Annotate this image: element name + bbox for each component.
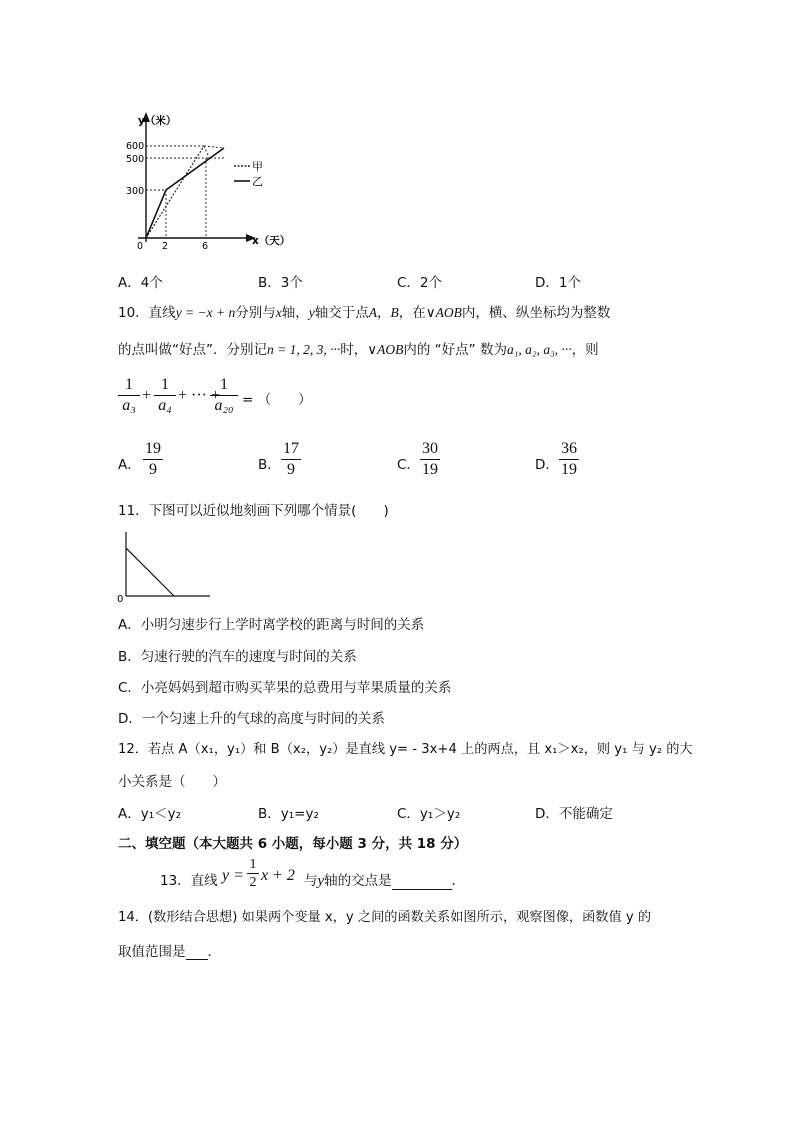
q11-decreasing-line bbox=[126, 548, 174, 596]
q10-equals-paren: = （ ） bbox=[242, 392, 312, 408]
y-tick-600: 600 bbox=[126, 141, 145, 152]
q11-stem: 11．下图可以近似地刻画下列哪个情景( ) bbox=[118, 503, 389, 519]
q12-line2: 小关系是（ ） bbox=[118, 774, 226, 790]
q10-option-d[interactable]: D． bbox=[535, 457, 559, 473]
y-axis-label: y（米） bbox=[138, 115, 177, 127]
y-tick-500: 500 bbox=[126, 154, 145, 165]
q13-prefix: 13．直线 bbox=[160, 873, 218, 889]
q13-answer-blank[interactable] bbox=[392, 875, 452, 890]
q9-option-a[interactable]: A．4个 bbox=[118, 275, 163, 291]
q10-sequence: a₁, a₂, a₃, ··· bbox=[506, 342, 572, 357]
q10-option-a[interactable]: A． bbox=[118, 457, 141, 473]
q9-option-c[interactable]: C．2个 bbox=[397, 275, 443, 291]
q11-origin: 0 bbox=[117, 594, 124, 604]
q14-line2: 取值范围是 ． bbox=[118, 944, 221, 960]
q10-frac-2: 1 a₄ bbox=[154, 376, 176, 415]
q13-rest: x + 2 bbox=[261, 867, 295, 884]
y-tick-300: 300 bbox=[126, 186, 145, 197]
q11-option-b[interactable]: B．匀速行驶的汽车的速度与时间的关系 bbox=[118, 649, 357, 665]
q10-plus-1: + bbox=[142, 387, 152, 404]
q12-option-a[interactable]: A．y₁＜y₂ bbox=[118, 806, 182, 822]
q10-line1: 10．直线y = −x + n分别与x轴，y轴交于点A，B，在∨AOB内，横、纵坐标均为整数 bbox=[118, 305, 611, 321]
q10-option-d-frac: 36 19 bbox=[561, 440, 577, 478]
legend-jia-label: 甲 bbox=[252, 160, 263, 173]
q11-option-d[interactable]: D．一个匀速上升的气球的高度与时间的关系 bbox=[118, 711, 385, 727]
q13-frac-half: 1 2 bbox=[247, 857, 259, 890]
legend-yi-label: 乙 bbox=[252, 175, 263, 188]
q10-option-b[interactable]: B． bbox=[258, 457, 281, 473]
q13-middle: 与y轴的交点是 ． bbox=[304, 873, 466, 889]
q12-option-d[interactable]: D．不能确定 bbox=[535, 806, 613, 822]
q14-answer-blank[interactable] bbox=[186, 945, 208, 960]
section-2-heading: 二、填空题（本大题共 6 小题，每小题 3 分，共 18 分） bbox=[118, 836, 468, 852]
series-jia-line bbox=[146, 146, 204, 238]
x-tick-2: 2 bbox=[162, 241, 169, 252]
q12-option-c[interactable]: C．y₁＞y₂ bbox=[397, 806, 461, 822]
q11-option-c[interactable]: C．小亮妈妈到超市购买苹果的总费用与苹果质量的关系 bbox=[118, 680, 452, 696]
q14-line1: 14．(数形结合思想) 如果两个变量 x，y 之间的函数关系如图所示，观察图像，函数值 y 的 bbox=[118, 910, 652, 925]
q10-option-a-frac: 19 9 bbox=[145, 440, 161, 478]
q10-line-equation: y = −x + n bbox=[175, 305, 236, 320]
q13-y-eq: y = bbox=[222, 867, 244, 884]
q9-option-d[interactable]: D．1个 bbox=[535, 275, 581, 291]
x-axis-label: x（天） bbox=[252, 235, 291, 247]
q11-graph bbox=[112, 530, 212, 604]
q10-line2: 的点叫做“好点”．分别记n = 1, 2, 3, ···时，∨AOB内的 “好点” 数为a₁, a₂, a₃, ···，则 bbox=[118, 342, 599, 358]
x-tick-6: 6 bbox=[202, 241, 209, 252]
q10-option-c-frac: 30 19 bbox=[422, 440, 438, 478]
q10-option-b-frac: 17 9 bbox=[283, 440, 299, 478]
q12-option-b[interactable]: B．y₁=y₂ bbox=[258, 806, 319, 822]
q10-frac-3: 1 a₂₀ bbox=[210, 376, 238, 415]
q10-option-c[interactable]: C． bbox=[397, 457, 420, 473]
x-tick-0: 0 bbox=[137, 241, 144, 252]
q11-option-a[interactable]: A．小明匀速步行上学时离学校的距离与时间的关系 bbox=[118, 617, 425, 633]
q10-frac-1: 1 a₃ bbox=[118, 376, 140, 415]
q10-plus-2: + ··· + bbox=[178, 387, 221, 404]
q12-line1: 12．若点 A（x₁，y₁）和 B（x₂，y₂）是直线 y= - 3x+4 上的两点，且 x₁＞x₂，则 y₁ 与 y₂ 的大 bbox=[118, 742, 693, 757]
series-yi-line bbox=[146, 148, 224, 238]
distance-time-graph bbox=[112, 108, 292, 256]
q9-option-b[interactable]: B．3个 bbox=[258, 275, 303, 291]
